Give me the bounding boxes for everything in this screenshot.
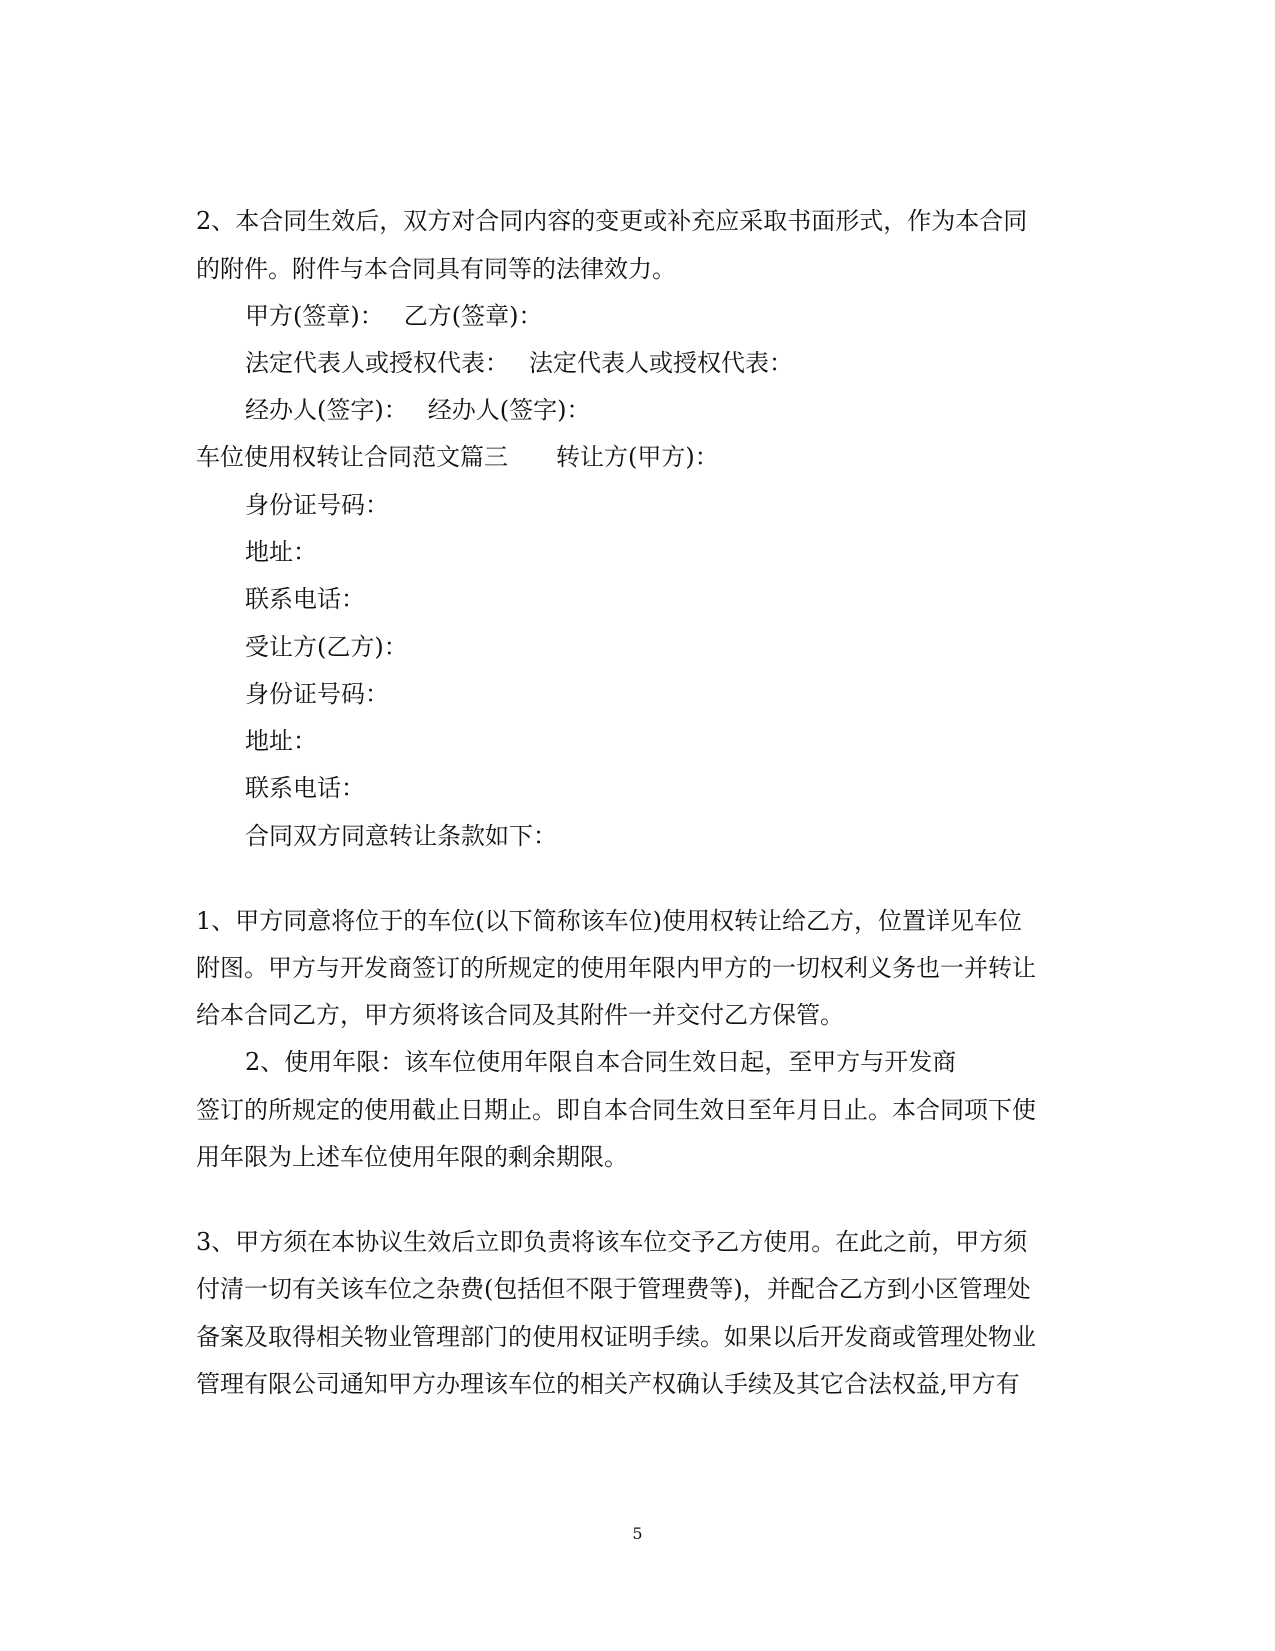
agreement-intro: 合同双方同意转让条款如下： <box>245 822 557 850</box>
term1-line3: 给本合同乙方，甲方须将该合同及其附件一并交付乙方保管。 <box>196 1001 844 1029</box>
term3-line4: 管理有限公司通知甲方办理该车位的相关产权确认手续及其它合法权益,甲方有 <box>196 1370 1020 1398</box>
signature-seal-row <box>245 301 542 331</box>
transferee-id-label: 身份证号码： <box>245 680 389 708</box>
party-b-rep-label: 法定代表人或授权代表： <box>529 349 793 377</box>
transferee-label: 受让方(乙方)： <box>245 633 408 661</box>
transferor-phone-label: 联系电话： <box>245 585 365 613</box>
party-b-seal-label: 乙方(签章)： <box>403 302 543 330</box>
section-heading: 车位使用权转让合同范文篇三 <box>196 443 508 471</box>
transferor-id-label: 身份证号码： <box>245 491 389 519</box>
party-b-agent-label: 经办人(签字)： <box>427 396 591 424</box>
term2-line2: 签订的所规定的使用截止日期止。即自本合同生效日至年月日止。本合同项下使 <box>196 1096 1036 1124</box>
transferee-address-label: 地址： <box>245 727 317 755</box>
party-a-seal-label: 甲方(签章)： <box>245 302 384 330</box>
term2-line1: 2、使用年限：该车位使用年限自本合同生效日起，至甲方与开发商 <box>245 1048 957 1076</box>
term3-line1: 3、甲方须在本协议生效后立即负责将该车位交予乙方使用。在此之前，甲方须 <box>196 1228 1028 1256</box>
term3-line2: 付清一切有关该车位之杂费(包括但不限于管理费等)，并配合乙方到小区管理处 <box>196 1275 1031 1303</box>
term2-line3: 用年限为上述车位使用年限的剩余期限。 <box>196 1143 628 1171</box>
transferor-address-label: 地址： <box>245 538 317 566</box>
term1-line1: 1、甲方同意将位于的车位(以下简称该车位)使用权转让给乙方，位置详见车位 <box>196 907 1022 935</box>
term3-line3: 备案及取得相关物业管理部门的使用权证明手续。如果以后开发商或管理处物业 <box>196 1323 1036 1351</box>
term1-line2: 附图。甲方与开发商签订的所规定的使用年限内甲方的一切权利义务也一并转让 <box>196 954 1036 982</box>
party-a-agent-label: 经办人(签字)： <box>245 396 408 424</box>
page-number: 5 <box>632 1524 643 1543</box>
signature-agent-row <box>245 395 590 425</box>
party-a-rep-label: 法定代表人或授权代表： <box>245 349 509 377</box>
clause2-line2: 的附件。附件与本合同具有同等的法律效力。 <box>196 255 676 283</box>
clause2-line1: 2、本合同生效后，双方对合同内容的变更或补充应采取书面形式，作为本合同 <box>196 207 1028 235</box>
transferor-label: 转让方(甲方)： <box>556 443 719 471</box>
section-heading-row <box>196 442 719 472</box>
signature-rep-row <box>245 348 793 378</box>
transferee-phone-label: 联系电话： <box>245 774 365 802</box>
